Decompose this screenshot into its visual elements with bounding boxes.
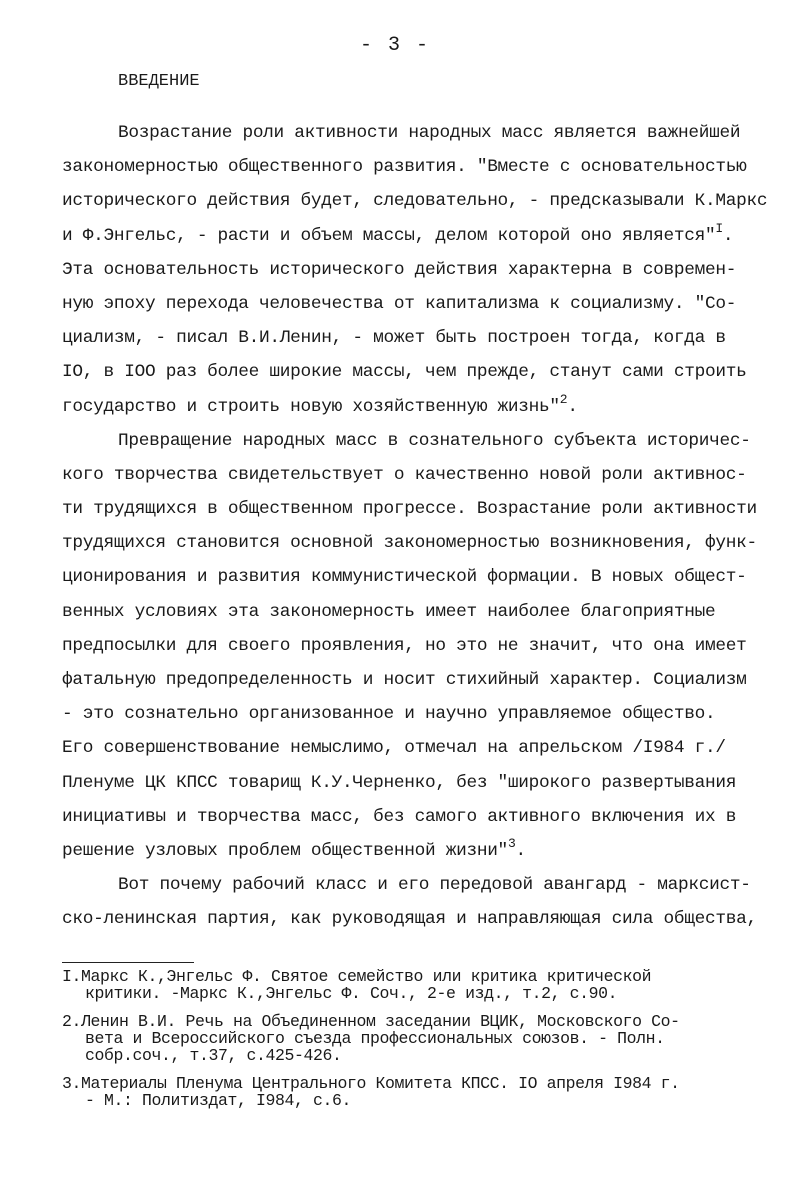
footnotes (62, 968, 772, 1120)
text-line: ционирования и развития коммунистической формации. В новых общест- (62, 567, 747, 588)
text-line: Возрастание роли активности народных масс является важнейшей (118, 123, 741, 143)
text-line: ную эпоху перехода человечества от капитализма к социализму. "Со- (62, 293, 737, 314)
text-line: - это сознательно организованное и научно управляемое общество. (62, 704, 716, 725)
footnote-ref-3: 3 (507, 835, 516, 851)
footnote-2 (62, 1013, 772, 1064)
text-line (62, 390, 762, 424)
footnote-ref-2: 2 (559, 391, 568, 407)
body-text (62, 116, 768, 937)
text-span: государство и строить новую хозяйственную жизнь" (62, 396, 560, 417)
footnote-line: 3.Материалы Пленума Центрального Комитета КПСС. IO апреля I984 г. (62, 1074, 680, 1093)
footnote-line: 2.Ленин В.И. Речь на Объединенном заседании ВЦИК, Московского Со- (62, 1012, 680, 1031)
text-line: венных условиях эта закономерность имеет наиболее благоприятные (62, 601, 716, 622)
footnote-line: вета и Всероссийского съезда профессиональных союзов. - Полн. (85, 1029, 665, 1048)
footnote-ref-1: I (715, 220, 723, 236)
text-line (62, 219, 762, 253)
text-span: и Ф.Энгельс, - расти и объем массы, делом которой оно является" (62, 225, 716, 246)
text-line: IO, в IOO раз более широкие массы, чем прежде, станут сами строить (62, 362, 747, 383)
text-line (62, 834, 762, 868)
text-line: кого творчества свидетельствует о качественно новой роли активнос- (62, 464, 747, 485)
page-number: - 3 - (360, 34, 431, 57)
text-line: трудящихся становится основной закономерностью возникновения, функ- (62, 533, 757, 554)
footnote-line: критики. -Маркс К.,Энгельс Ф. Соч., 2-е изд., т.2, с.90. (85, 984, 618, 1003)
text-span: решение узловых проблем общественной жизни" (62, 840, 508, 861)
text-line: Вот почему рабочий класс и его передовой авангард - марксист- (118, 875, 751, 896)
text-line: ско-ленинская партия, как руководящая и направляющая сила общества, (62, 909, 757, 930)
text-line: Его совершенствование немыслимо, отмечал на апрельском /I984 г./ (62, 738, 726, 759)
text-line: Эта основательность исторического действия характерна в современ- (62, 259, 737, 280)
section-heading: ВВЕДЕНИЕ (118, 72, 200, 91)
text-line: Превращение народных масс в сознательного субъекта историчес- (118, 430, 751, 451)
text-line: закономерностью общественного развития. "Вместе с основательностью (62, 157, 747, 178)
period: . (515, 840, 526, 861)
footnote-line: собр.соч., т.37, с.425-426. (85, 1046, 342, 1065)
text-line: Пленуме ЦК КПСС товарищ К.У.Черненко, без "широкого развертывания (62, 772, 737, 793)
text-line: фатальную предопределенность и носит стихийный характер. Социализм (62, 670, 747, 690)
text-line: циализм, - писал В.И.Ленин, - может быть построен тогда, когда в (62, 328, 726, 349)
footnote-1 (62, 968, 772, 1002)
footnote-line: I.Маркс К.,Энгельс Ф. Святое семейство или критика критической (62, 967, 652, 986)
text-line: инициативы и творчества масс, без самого активного включения их в (62, 806, 737, 827)
period: . (722, 225, 734, 246)
text-line: исторического действия будет, следовательно, - предсказывали К.Маркс (62, 191, 768, 212)
period: . (567, 396, 578, 417)
text-line: ти трудящихся в общественном прогрессе. Возрастание роли активности (62, 499, 757, 520)
text-line: предпосылки для своего проявления, но это не значит, что она имеет (62, 635, 747, 656)
footnote-rule (62, 962, 194, 963)
footnote-3 (62, 1075, 772, 1109)
footnote-line: - М.: Политиздат, I984, с.6. (85, 1091, 352, 1110)
